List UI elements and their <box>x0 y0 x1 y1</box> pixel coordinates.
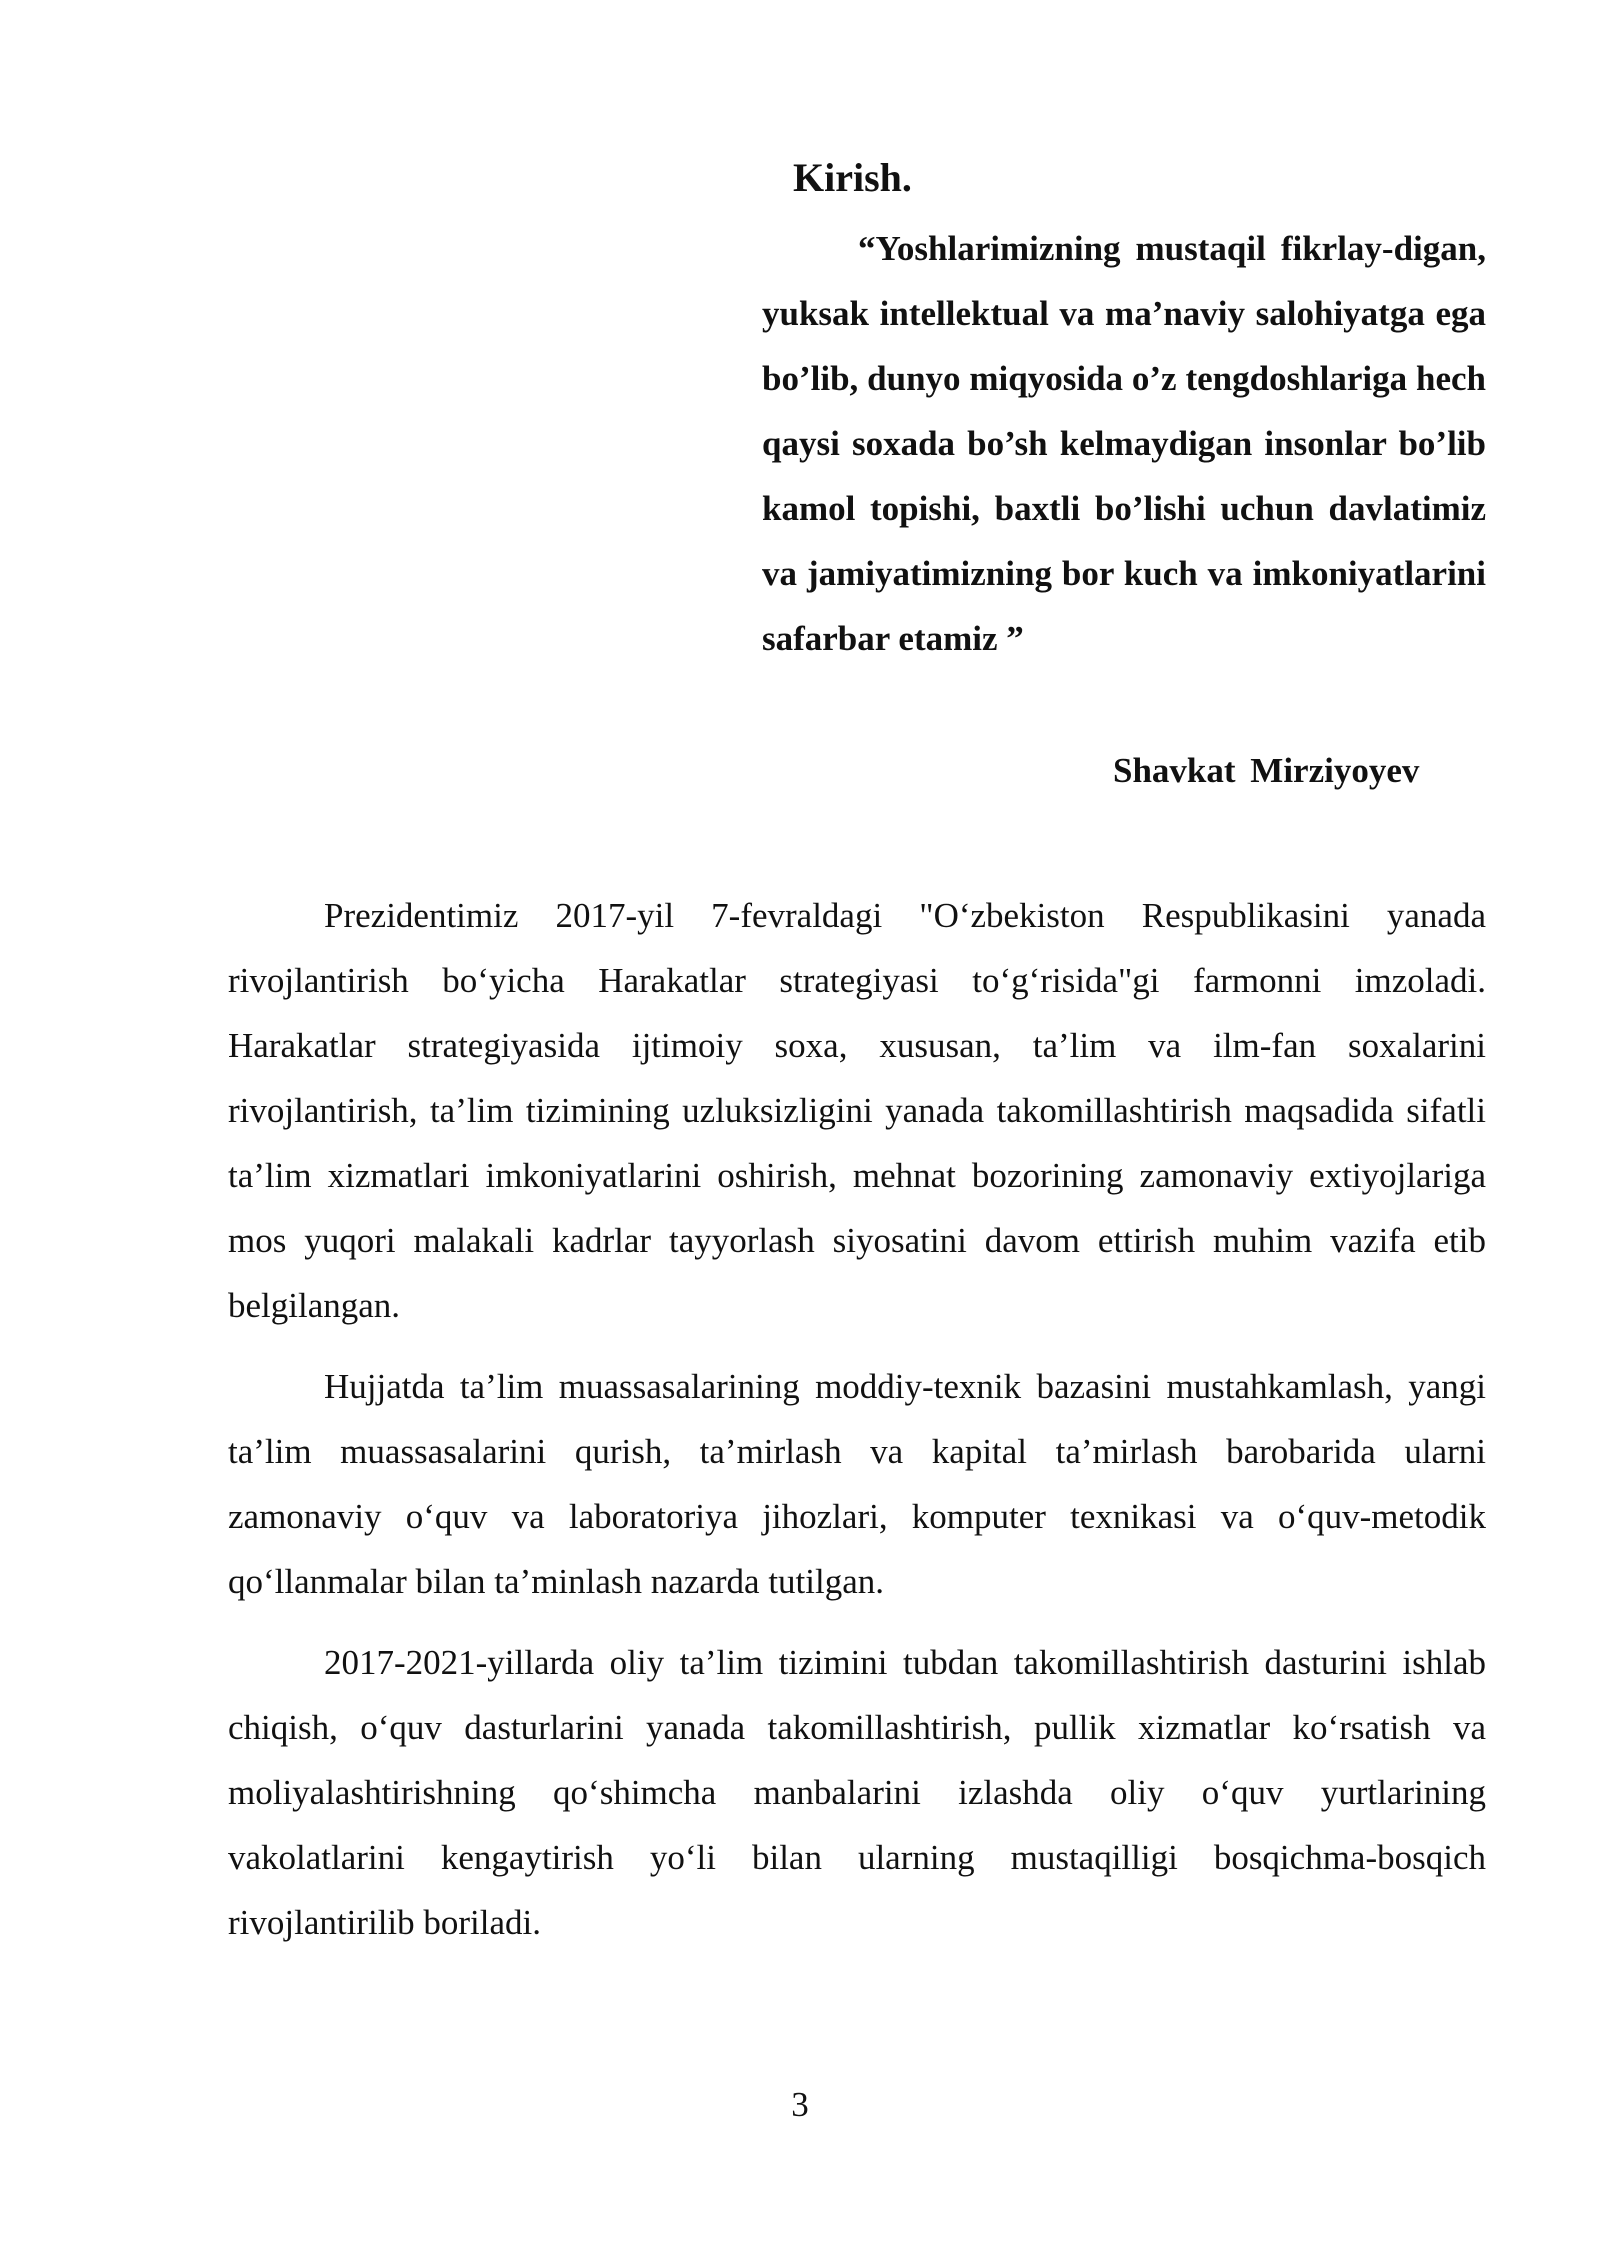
epigraph-quote: “Yoshlarimizning mustaqil fikrlay-digan, yuksak intellektual va ma’naviy salohiyatga ega bo’lib, dunyo miqyosida o’z tengdoshlariga hech qaysi soxada bo’sh kelmaydigan insonlar bo’lib kamol topishi, baxtli bo’lishi uchun davlatimiz va jamiyatimizning bor kuch va imkoniyatlarini safarbar etamiz ” <box>762 229 1486 658</box>
paragraph: Prezidentimiz 2017-yil 7-fevraldagi "O‘zbekiston Respublikasini yanada rivojlantirish bo‘yicha Harakatlar strategiyasi to‘g‘risida"gi farmonni imzoladi. Harakatlar strategiyasida ijtimoiy soxa, xususan, ta’lim va ilm-fan soxalarini rivojlantirish, ta’lim tizimining uzluksizligini yanada takomillashtirish maqsadida sifatli ta’lim xizmatlari imkoniyatlarini oshirish, mehnat bozorining zamonaviy extiyojlariga mos yuqori malakali kadrlar tayyorlash siyosatini davom ettirish muhim vazifa etib belgilangan. <box>228 896 1486 1325</box>
paragraph: Hujjatda ta’lim muassasalarining moddiy-texnik bazasini mustahkamlash, yangi ta’lim muassasalarini qurish, ta’mirlash va kapital ta’mirlash barobarida ularni zamonaviy o‘quv va laboratoriya jihozlari, komputer texnikasi va o‘quv-metodik qo‘llanmalar bilan ta’minlash nazarda tutilgan. <box>228 1367 1486 1601</box>
page-number: 3 <box>791 2085 809 2124</box>
epigraph-author: Shavkat Mirziyoyev <box>1113 751 1420 790</box>
paragraph: 2017-2021-yillarda oliy ta’lim tizimini tubdan takomillashtirish dasturini ishlab chiqish, o‘quv dasturlarini yanada takomillashtirish, pullik xizmatlar ko‘rsatish va moliyalashtirishning qo‘shimcha manbalarini izlashda oliy o‘quv yurtlarining vakolatlarini kengaytirish yo‘li bilan ularning mustaqilligi bosqichma-bosqich rivojlantirilib boriladi. <box>228 1643 1486 1942</box>
section-heading: Kirish. <box>793 155 912 200</box>
body-text <box>228 883 1486 1971</box>
